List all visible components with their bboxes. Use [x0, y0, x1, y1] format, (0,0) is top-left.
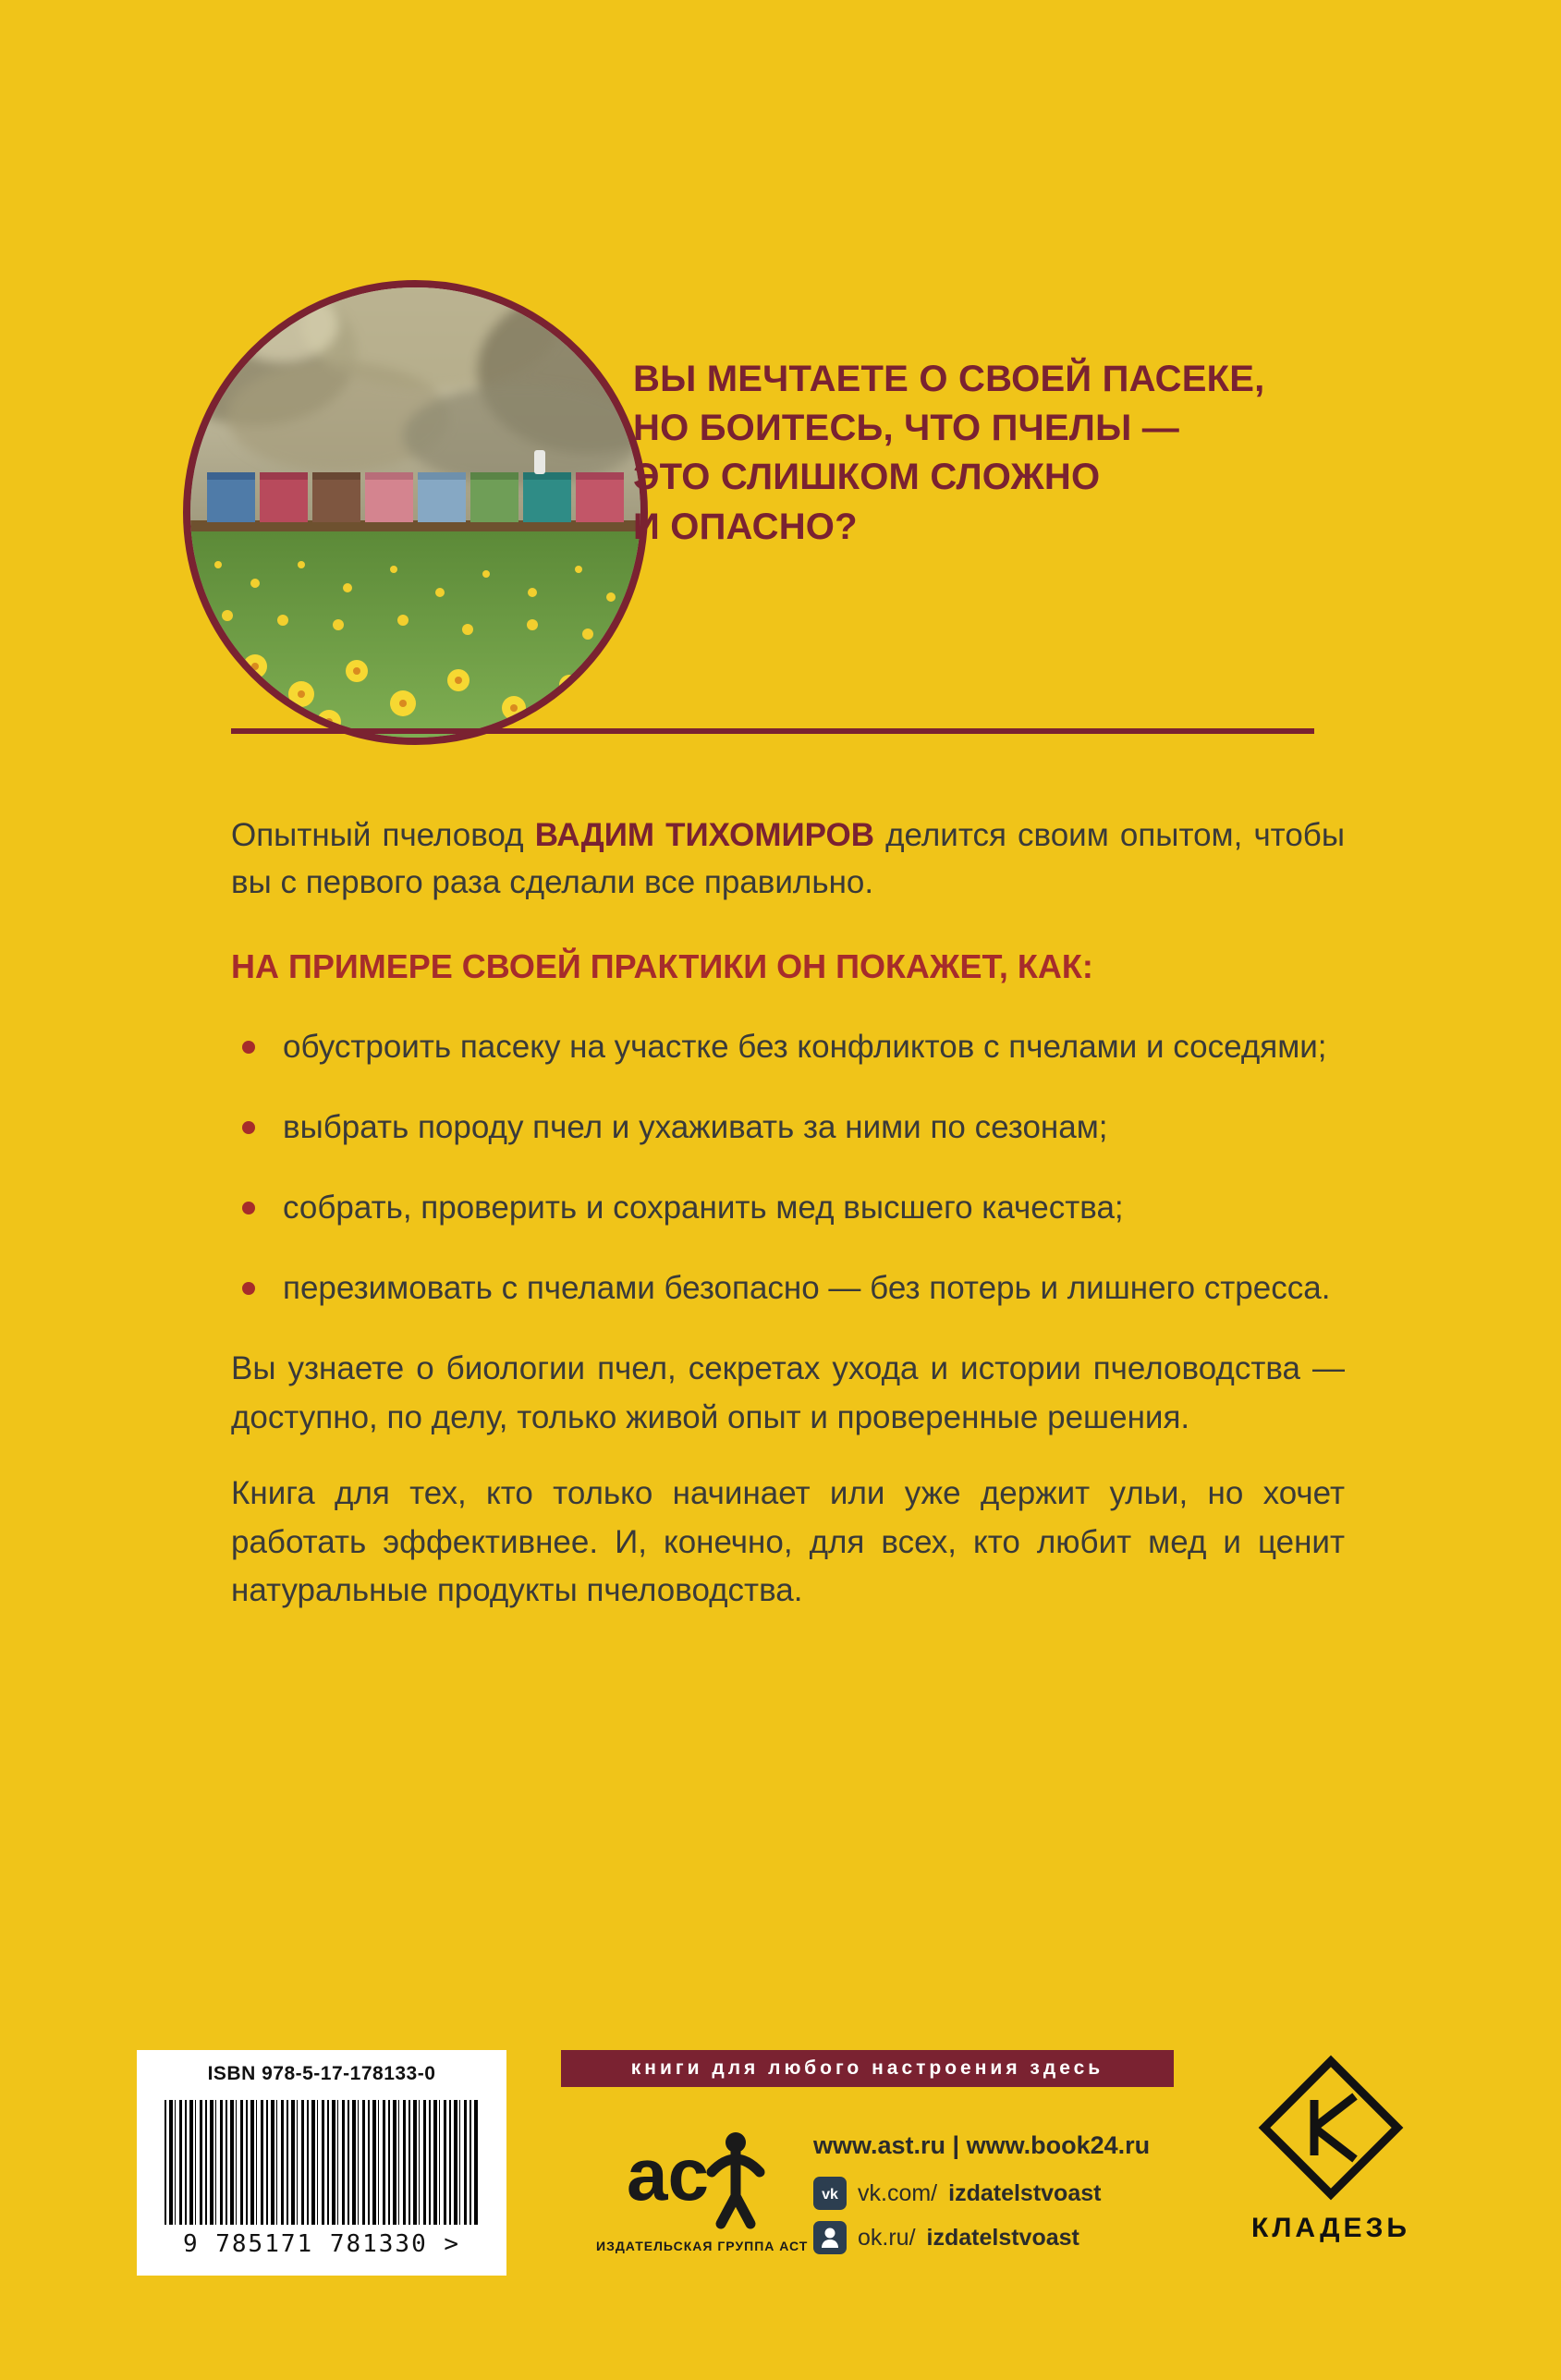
- list-heading: НА ПРИМЕРЕ СВОЕЙ ПРАКТИКИ ОН ПОКАЖЕТ, КАК:: [231, 946, 1093, 985]
- barcode-digits: 9 785171 781330 >: [182, 2230, 461, 2258]
- list-item-text: выбрать породу пчел и ухаживать за ними по сезонам;: [283, 1108, 1108, 1145]
- vk-handle: izdatelstvoast: [948, 2179, 1102, 2206]
- list-item: [231, 1023, 1345, 1070]
- author-name: ВАДИМ ТИХОМИРОВ: [534, 817, 875, 853]
- vk-icon: [813, 2177, 847, 2210]
- list-item-text: перезимовать с пчелами безопасно — без потерь и лишнего стресса.: [283, 1270, 1331, 1307]
- kladez-diamond-icon: [1257, 2054, 1405, 2202]
- svg-text:ас: ас: [626, 2133, 709, 2215]
- ok-person-icon: [813, 2221, 847, 2254]
- svg-text:vk: vk: [822, 2187, 838, 2203]
- ast-logo-block: [596, 2118, 809, 2253]
- publisher-links: [813, 2131, 1201, 2265]
- kladez-logo-block: [1220, 2054, 1442, 2244]
- ast-logo: [627, 2118, 765, 2231]
- intro-paragraph: [231, 812, 1345, 907]
- list-item: [231, 1264, 1345, 1312]
- list-item-text: обустроить пасеку на участке без конфликтов с пчелами и соседями;: [283, 1028, 1327, 1065]
- ok-handle: izdatelstvoast: [926, 2224, 1079, 2251]
- ok-line: [813, 2221, 1201, 2254]
- body-paragraph: Книга для тех, кто только начинает или уже держит ульи, но хочет работать эффективнее. И, конечно, для всех, кто любит мед и ценит натуральные продукты пчеловодства.: [231, 1475, 1345, 1609]
- body-paragraph: Вы узнаете о биологии пчел, секретах ухода и истории пчеловодства — доступно, по делу, только живой опыт и проверенные решения.: [231, 1350, 1345, 1435]
- ok-url-prefix: ok.ru/: [858, 2224, 916, 2251]
- bullet-dot-icon: [242, 1282, 255, 1295]
- bullet-dot-icon: [242, 1041, 255, 1054]
- vk-url-prefix: vk.com/: [858, 2179, 938, 2206]
- headline-line: ЭТО СЛИШКОМ СЛОЖНО: [633, 457, 1101, 498]
- intro-text-post: делится своим опытом, чтобы вы с первого раза сделали все правильно.: [231, 817, 1345, 901]
- headline-line: НО БОИТЕСЬ, ЧТО ПЧЕЛЫ —: [633, 408, 1179, 449]
- intro-text-pre: Опытный пчеловод: [231, 817, 535, 853]
- ast-caption: ИЗДАТЕЛЬСКАЯ ГРУППА АСТ: [596, 2239, 809, 2253]
- isbn-block: [137, 2050, 506, 2276]
- list-item-text: собрать, проверить и сохранить мед высшего качества;: [283, 1190, 1124, 1227]
- vk-line: [813, 2177, 1201, 2210]
- headline-line: И ОПАСНО?: [633, 506, 858, 547]
- divider-rule: [231, 728, 1314, 734]
- apiary-photo: [183, 280, 648, 745]
- description-block: [231, 812, 1345, 1643]
- headline-line: ВЫ МЕЧТАЕТЕ О СВОЕЙ ПАСЕКЕ,: [633, 359, 1265, 399]
- kladez-brand-name: КЛАДЕЗЬ: [1251, 2213, 1410, 2243]
- headline: [633, 355, 1335, 552]
- promo-banner: книги для любого настроения здесь: [561, 2050, 1174, 2087]
- apiary-photo-illustration: [190, 287, 640, 738]
- barcode: [165, 2100, 479, 2225]
- bullet-dot-icon: [242, 1121, 255, 1134]
- isbn-label: ISBN 978-5-17-178133-0: [207, 2063, 436, 2084]
- list-item: [231, 1104, 1345, 1151]
- bullet-dot-icon: [242, 1202, 255, 1214]
- websites-line: www.ast.ru | www.book24.ru: [813, 2131, 1151, 2159]
- feature-list: [231, 1023, 1345, 1312]
- list-item: [231, 1184, 1345, 1231]
